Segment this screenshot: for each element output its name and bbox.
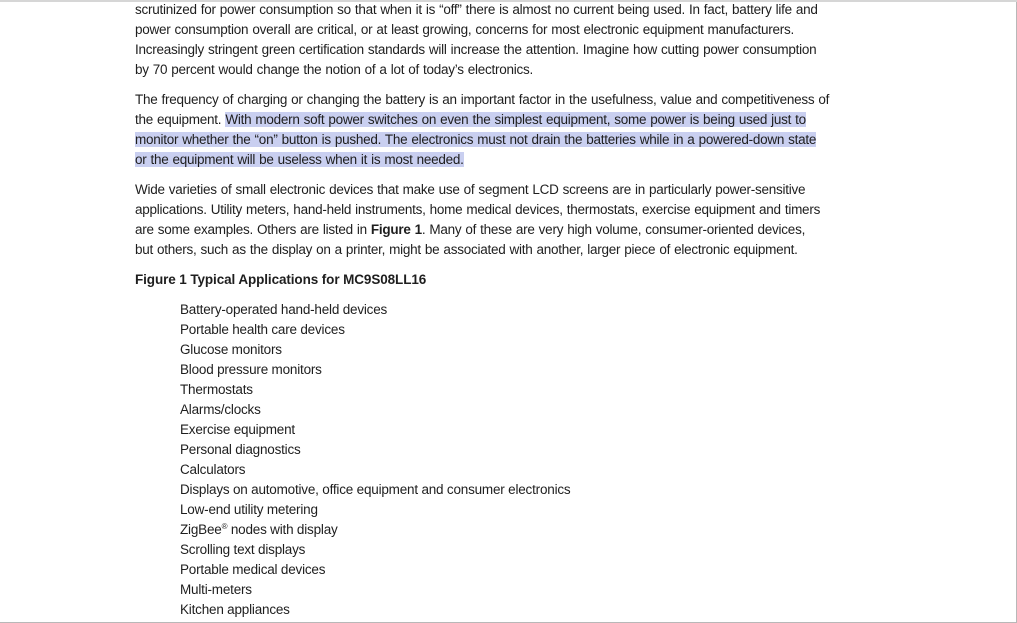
text-line xyxy=(135,150,829,170)
text-line xyxy=(135,130,829,150)
list-item: Alarms/clocks xyxy=(180,402,261,417)
plain-text-run: are some examples. Others are listed in xyxy=(135,222,371,237)
list-item: Battery-operated hand-held devices xyxy=(180,302,388,317)
list-item: Glucose monitors xyxy=(180,342,282,357)
list-item: Personal diagnostics xyxy=(180,442,301,457)
text-line: Wide varieties of small electronic devices that make use of segment LCD screens are in particularly power-sensitive xyxy=(135,182,806,197)
text-line: Increasingly stringent green certification standards will increase the attention. Imagine how cutting power consumption xyxy=(135,42,817,57)
list-item: Blood pressure monitors xyxy=(180,362,322,377)
zigbee-suffix-text: nodes with display xyxy=(227,522,338,537)
text-line: scrutinized for power consumption so that when it is “off” there is almost no current being used. In fact, battery life and xyxy=(135,2,818,17)
text-line xyxy=(135,110,829,130)
selected-text-highlight[interactable]: or the equipment will be useless when it is most needed. xyxy=(135,152,464,167)
zigbee-text: ZigBee xyxy=(180,522,222,537)
paragraph-battery-frequency xyxy=(135,90,829,170)
text-line: but others, such as the display on a printer, might be associated with another, larger piece of electronic equipment. xyxy=(135,242,798,257)
list-item: Thermostats xyxy=(180,382,253,397)
list-item: Displays on automotive, office equipment and consumer electronics xyxy=(180,482,571,497)
list-item: Portable health care devices xyxy=(180,322,345,337)
selected-text-highlight[interactable]: monitor whether the “on” button is pushed. The electronics must not drain the batteries while in a powered-down state xyxy=(135,132,817,147)
list-item xyxy=(180,520,570,540)
text-line: power consumption overall are critical, or at least growing, concerns for most electronic equipment manufacturers. xyxy=(135,22,795,37)
list-item: Exercise equipment xyxy=(180,422,295,437)
text-line: by 70 percent would change the notion of a lot of today’s electronics. xyxy=(135,62,534,77)
list-item: Kitchen appliances xyxy=(180,602,290,617)
figure-title: Figure 1 Typical Applications for MC9S08LL16 xyxy=(135,272,427,287)
paragraph-power-consumption xyxy=(135,0,818,80)
list-item: Scrolling text displays xyxy=(180,542,306,557)
text-line xyxy=(135,220,820,240)
list-item: Multi-meters xyxy=(180,582,252,597)
list-item: Portable medical devices xyxy=(180,562,326,577)
figure-reference-link[interactable]: Figure 1 xyxy=(370,222,422,237)
paragraph-lcd-applications xyxy=(135,180,820,260)
registered-mark: ® xyxy=(221,522,228,531)
list-item: Low-end utility metering xyxy=(180,502,318,517)
text-line: The frequency of charging or changing the battery is an important factor in the usefulness, value and competitiveness of xyxy=(135,92,830,107)
plain-text-run: . Many of these are very high volume, consumer-oriented devices, xyxy=(421,222,806,237)
list-item: Calculators xyxy=(180,462,246,477)
text-line: applications. Utility meters, hand-held instruments, home medical devices, thermostats, exercise equipment and timers xyxy=(135,202,821,217)
selected-text-highlight[interactable]: With modern soft power switches on even the simplest equipment, some power is being used just to xyxy=(225,112,806,127)
plain-text-run: the equipment. xyxy=(135,112,226,127)
applications-list xyxy=(180,300,570,620)
